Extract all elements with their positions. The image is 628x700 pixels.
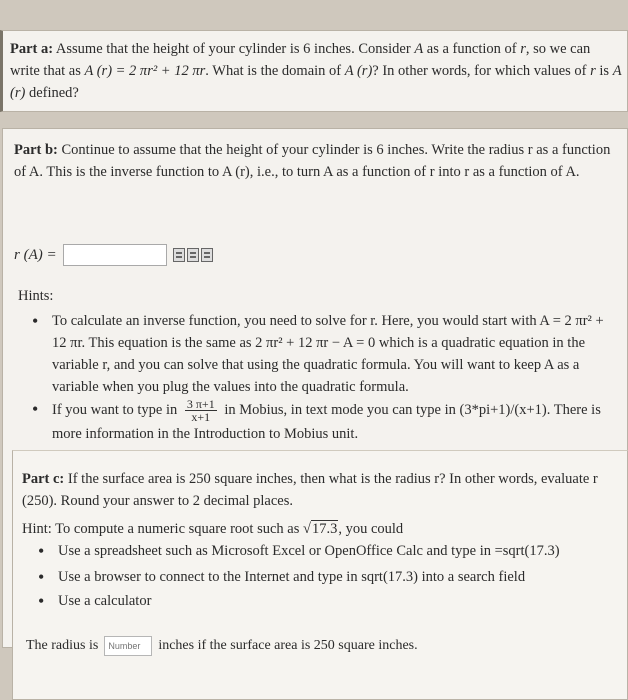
part-c-text xyxy=(22,468,612,512)
sqrt-value: 17.3 xyxy=(311,521,338,537)
equation-editor-icon[interactable] xyxy=(173,248,185,262)
inverse-answer-row xyxy=(14,244,213,266)
part-a-t8: A (r) xyxy=(10,63,622,101)
hint-typing-pre: If you want to type in xyxy=(52,401,178,418)
part-c-hint-pre: Hint: To compute a numeric square root such as xyxy=(22,521,303,537)
list-item: • Use a browser to connect to the Internet and type in sqrt(17.3) into a search field xyxy=(36,566,596,588)
part-a-t9: defined? xyxy=(25,85,79,101)
answer-lhs: r (A) = xyxy=(14,246,57,263)
help-icon[interactable] xyxy=(201,248,213,262)
part-b-text xyxy=(14,139,614,183)
preview-icon[interactable] xyxy=(187,248,199,262)
radius-answer-row xyxy=(26,636,418,656)
part-c-label: Part c: xyxy=(22,471,65,487)
list-item: • Use a calculator xyxy=(36,590,596,612)
part-a-t1: Assume that the height of your cylinder is 6 inches. Consider xyxy=(53,41,415,57)
part-a-formula: A (r) = 2 πr² + 12 πr xyxy=(84,63,206,79)
radius-pre: The radius is xyxy=(26,638,99,653)
part-b-label: Part b: xyxy=(14,142,58,158)
inverse-function-input[interactable] xyxy=(63,244,167,266)
list-item: • Use a spreadsheet such as Microsoft Excel or OpenOffice Calc and type in =sqrt(17.3) xyxy=(36,540,596,562)
part-c-body: If the surface area is 250 square inches, then what is the radius r? In other words, evaluate r (250). Round your answer to 2 decimal places. xyxy=(22,471,598,509)
part-a-t5: A (r) xyxy=(344,63,373,79)
part-c-hint: Hint: To compute a numeric square root such as √17.3, you could xyxy=(22,521,404,537)
part-a-text: Part a: Assume that the height of your cylinder is 6 inches. Consider A as a function of r, so we can write that as A (r) = 2 πr² + 12 πr. What is the domain of A (r)? In other words, for which values of r is A (r) defined? xyxy=(10,41,622,101)
fraction xyxy=(185,398,217,423)
hints-title: Hints: xyxy=(18,288,54,304)
fraction-numerator: 3 π+1 xyxy=(186,397,215,411)
part-a-t4: . What is the domain of xyxy=(205,63,345,79)
math-toolbar xyxy=(173,248,213,262)
hint-inverse: • To calculate an inverse function, you need to solve for r. Here, you would start with A = 2 πr² + 12 πr. This equation is the same as 2 πr² + 12 πr − A = 0 which is a quadratic equation in the variable r, and you can solve that using the quadratic formula. You will want to keep A as a variable when you plug the values into the quadratic formula. xyxy=(30,310,616,398)
radius-post: inches if the surface area is 250 square inches. xyxy=(158,638,418,653)
part-a-label: Part a: xyxy=(10,41,54,57)
part-a-t2: as a function of xyxy=(423,41,521,57)
part-a-t6: ? In other words, for which values of xyxy=(372,63,591,79)
hint-typing xyxy=(30,398,616,445)
part-c-hint-post: , you could xyxy=(338,521,404,537)
radius-number-input[interactable] xyxy=(104,636,152,656)
part-a-t7: is xyxy=(595,63,613,79)
part-b-body: Continue to assume that the height of your cylinder is 6 inches. Write the radius r as a function of A. This is the inverse function to A (r), i.e., to turn A as a function of r into r as a function of A. xyxy=(14,142,611,180)
fraction-denominator: x+1 xyxy=(191,410,211,424)
hint-typing-post: in Mobius, in text mode you can type in (3*pi+1)/(x+1). There is more information in the Introduction to Mobius unit. xyxy=(52,401,601,442)
part-a-t3: , so we can write that as xyxy=(10,41,591,79)
